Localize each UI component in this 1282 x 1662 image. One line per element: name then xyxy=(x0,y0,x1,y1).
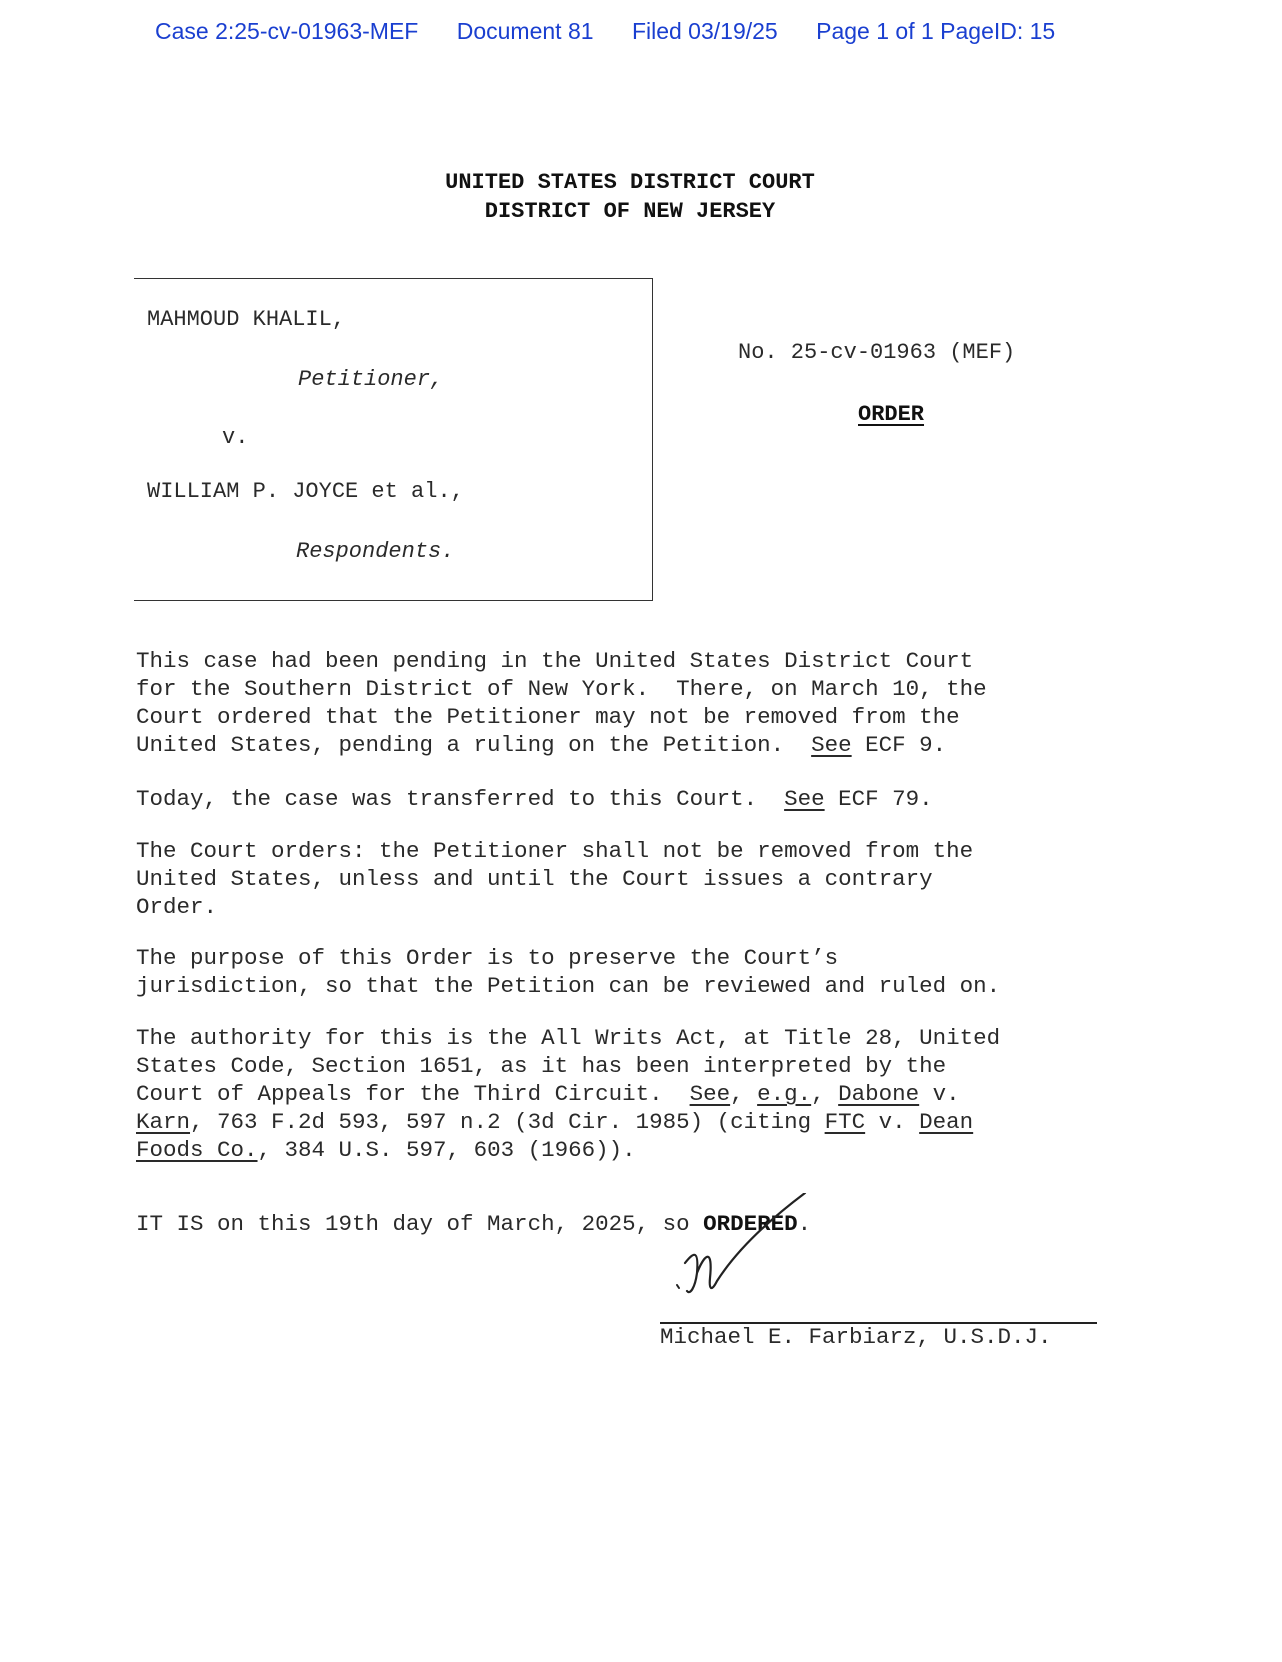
text-span: v. xyxy=(865,1109,920,1135)
paragraph-order xyxy=(136,837,1146,921)
ecf-filing-header xyxy=(155,18,1055,45)
document-title: ORDER xyxy=(858,402,925,427)
case-name-dabone: Dabone xyxy=(838,1081,920,1107)
see-signal: See xyxy=(784,786,825,812)
citation-ecf-79: ECF 79. xyxy=(824,786,933,812)
court-district: DISTRICT OF NEW JERSEY xyxy=(484,199,776,224)
ecf-document-number: Document 81 xyxy=(456,18,594,44)
see-signal: See xyxy=(811,732,852,758)
text-span: Court of Appeals for the Third Circuit. xyxy=(136,1081,690,1107)
text-span: , 763 F.2d 593, 597 n.2 (3d Cir. 1985) (citing xyxy=(190,1109,825,1135)
paragraph-background xyxy=(136,647,1146,759)
text-span: United States, pending a ruling on the Petition. xyxy=(136,732,812,758)
judge-signature xyxy=(665,1193,815,1313)
paragraph-line xyxy=(136,1210,1146,1238)
respondent-role: Respondents. xyxy=(296,539,455,564)
versus-label: v. xyxy=(222,425,249,450)
paragraph-line xyxy=(136,1080,1146,1108)
judge-name: Michael E. Farbiarz, U.S.D.J. xyxy=(660,1324,1052,1350)
paragraph-ordered xyxy=(136,1210,1146,1238)
text-span: , 384 U.S. 597, 603 (1966)). xyxy=(257,1137,636,1163)
paragraph-line: Court ordered that the Petitioner may not be removed from the xyxy=(136,704,960,730)
paragraph-line: The authority for this is the All Writs Act, at Title 28, United xyxy=(136,1025,1001,1051)
paragraph-line xyxy=(136,731,1146,759)
eg-signal: e.g. xyxy=(757,1081,812,1107)
case-name-foods: Foods Co. xyxy=(136,1137,258,1163)
paragraph-line: The Court orders: the Petitioner shall not be removed from the xyxy=(136,838,974,864)
paragraph-line: The purpose of this Order is to preserve the Court’s xyxy=(136,945,839,971)
text-span: . xyxy=(797,1211,812,1237)
paragraph-line: Order. xyxy=(136,894,218,920)
petitioner-name: MAHMOUD KHALIL, xyxy=(147,307,346,332)
text-span: IT IS on this 19th day of March, 2025, so xyxy=(136,1211,704,1237)
ecf-page-id: Page 1 of 1 PageID: 15 xyxy=(816,18,1056,44)
paragraph-authority xyxy=(136,1024,1146,1164)
ecf-case-number: Case 2:25-cv-01963-MEF xyxy=(155,18,419,44)
paragraph-line xyxy=(136,785,1146,813)
petitioner-role: Petitioner, xyxy=(298,367,444,392)
ecf-filed-date: Filed 03/19/25 xyxy=(631,18,778,44)
respondent-name: WILLIAM P. JOYCE et al., xyxy=(147,479,464,504)
docket-number: No. 25-cv-01963 (MEF) xyxy=(738,340,1016,365)
text-span: Today, the case was transferred to this Court. xyxy=(136,786,785,812)
paragraph-purpose xyxy=(136,944,1146,1000)
paragraph-line: States Code, Section 1651, as it has been interpreted by the xyxy=(136,1053,947,1079)
court-title xyxy=(0,168,1260,226)
paragraph-line xyxy=(136,1108,1146,1136)
paragraph-line xyxy=(136,1136,1146,1164)
text-span: , xyxy=(730,1081,758,1107)
case-name-ftc: FTC xyxy=(824,1109,866,1135)
citation-ecf-9: ECF 9. xyxy=(851,732,947,758)
case-name-dean: Dean xyxy=(919,1109,974,1135)
ordered-label: ORDERED xyxy=(703,1211,798,1237)
paragraph-line: jurisdiction, so that the Petition can be reviewed and ruled on. xyxy=(136,973,1001,999)
court-name: UNITED STATES DISTRICT COURT xyxy=(445,170,815,195)
paragraph-transfer xyxy=(136,785,1146,813)
case-name-karn: Karn xyxy=(136,1109,191,1135)
text-span: v. xyxy=(919,1081,960,1107)
paragraph-line: for the Southern District of New York. There, on March 10, the xyxy=(136,676,987,702)
paragraph-line: This case had been pending in the United States District Court xyxy=(136,648,974,674)
see-signal: See xyxy=(689,1081,731,1107)
text-span: , xyxy=(811,1081,839,1107)
paragraph-line: United States, unless and until the Court issues a contrary xyxy=(136,866,933,892)
